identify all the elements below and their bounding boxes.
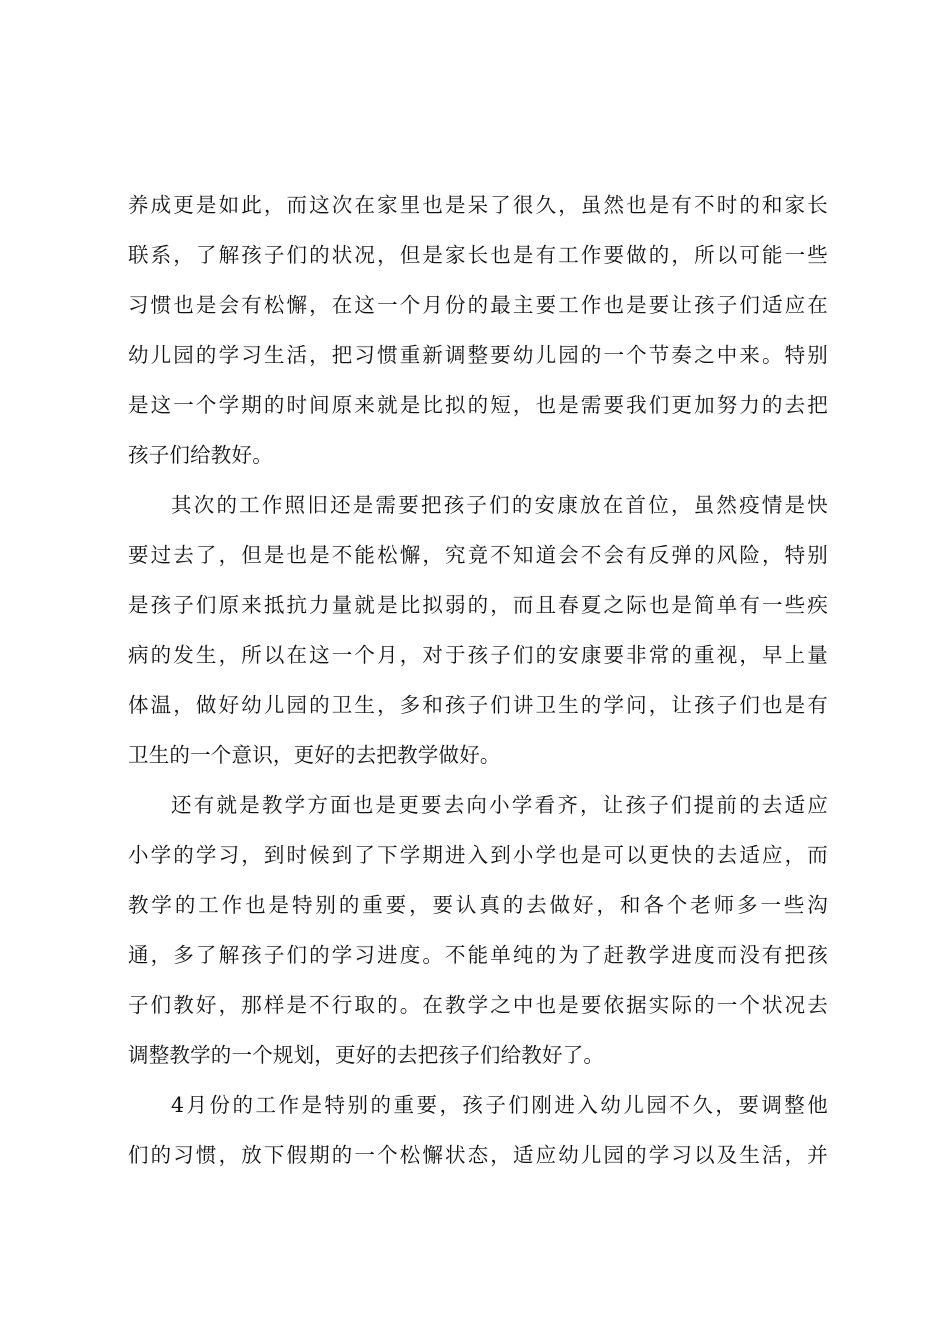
paragraph-line: 通，多了解孩子们的学习进度。不能单纯的为了赶教学进度而没有把孩 <box>128 943 828 967</box>
paragraph-line: 联系，了解孩子们的状况，但是家长也是有工作要做的，所以可能一些 <box>128 243 828 267</box>
paragraph-line: 还有就是教学方面也是更要去向小学看齐，让孩子们提前的去适应 <box>171 793 828 817</box>
paragraph-line: 孩子们给教好。 <box>128 443 273 467</box>
paragraph-line: 卫生的一个意识，更好的去把教学做好。 <box>128 743 501 767</box>
paragraph-line: 病的发生，所以在这一个月，对于孩子们的安康要非常的重视，早上量 <box>128 643 828 667</box>
paragraph-line: 养成更是如此，而这次在家里也是呆了很久，虽然也是有不时的和家长 <box>128 193 828 217</box>
paragraph-line: 幼儿园的学习生活，把习惯重新调整要幼儿园的一个节奏之中来。特别 <box>128 343 828 367</box>
paragraph-line: 体温，做好幼儿园的卫生，多和孩子们讲卫生的学问，让孩子们也是有 <box>128 693 828 717</box>
paragraph-line: 小学的学习，到时候到了下学期进入到小学也是可以更快的去适应，而 <box>128 843 828 867</box>
paragraph-line: 是孩子们原来抵抗力量就是比拟弱的，而且春夏之际也是简单有一些疾 <box>128 593 828 617</box>
paragraph-line: 教学的工作也是特别的重要，要认真的去做好，和各个老师多一些沟 <box>128 893 828 917</box>
paragraph-line: 要过去了，但是也是不能松懈，究竟不知道会不会有反弹的风险，特别 <box>128 543 828 567</box>
paragraph-line: 调整教学的一个规划，更好的去把孩子们给教好了。 <box>128 1043 605 1067</box>
paragraph-line: 4月份的工作是特别的重要，孩子们刚进入幼儿园不久，要调整他 <box>171 1093 828 1117</box>
paragraph-line: 们的习惯，放下假期的一个松懈状态，适应幼儿园的学习以及生活，并 <box>128 1143 828 1167</box>
paragraph-line: 其次的工作照旧还是需要把孩子们的安康放在首位，虽然疫情是快 <box>171 493 828 517</box>
paragraph-line: 子们教好，那样是不行取的。在教学之中也是要依据实际的一个状况去 <box>128 993 828 1017</box>
paragraph-line: 是这一个学期的时间原来就是比拟的短，也是需要我们更加努力的去把 <box>128 393 828 417</box>
paragraph-line: 习惯也是会有松懈，在这一个月份的最主要工作也是要让孩子们适应在 <box>128 293 828 317</box>
